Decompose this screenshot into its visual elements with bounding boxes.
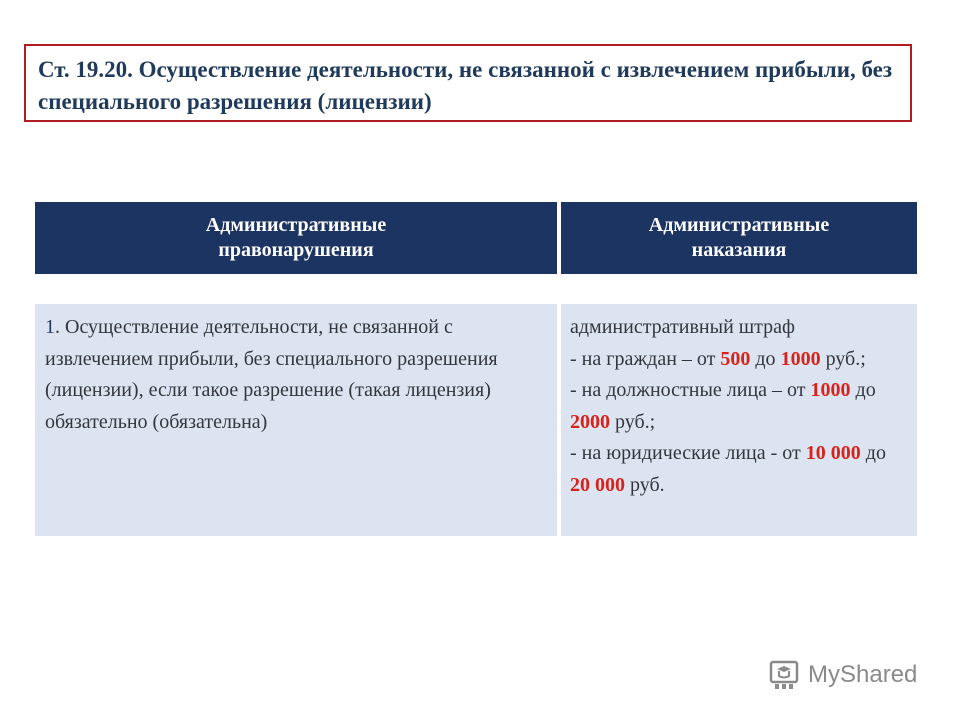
penalty-citizens <box>570 344 909 376</box>
header-penalties-line2: наказания <box>691 239 787 261</box>
penalty-officials-min: 1000 <box>810 379 851 401</box>
penalty-officials-suffix: руб.; <box>610 410 656 433</box>
penalty-officials-max: 2000 <box>570 410 610 433</box>
penalty-legal-min: 10 000 <box>805 442 861 464</box>
article-title: Осуществление деятельности, не связанной с извлечением прибыли, без специального разрешения (лицензии) <box>38 57 893 114</box>
offense-cell <box>35 304 557 536</box>
header-penalties <box>561 202 917 274</box>
penalty-legal-mid: до <box>860 442 886 464</box>
offense-text: . Осуществление деятельности, не связанной с извлечением прибыли, без специального разрешения (лицензии), если такое разрешение (такая лицензия) обязательно (обязательна) <box>45 316 498 433</box>
penalty-officials <box>570 375 909 438</box>
penalty-legal-entities <box>570 438 909 501</box>
penalty-citizens-prefix: - на граждан – от <box>570 347 721 370</box>
watermark-text: MyShared <box>808 661 918 688</box>
penalty-citizens-min: 500 <box>720 347 751 370</box>
penalty-citizens-suffix: руб.; <box>820 347 866 370</box>
penalty-legal-suffix: руб. <box>625 473 665 496</box>
header-offenses-line1: Административные <box>205 214 387 236</box>
offense-number: 1 <box>45 316 55 338</box>
penalty-legal-prefix: - на юридические лица - от <box>570 442 806 464</box>
article-number: Ст. 19.20. <box>38 57 133 82</box>
penalty-type: административный штраф <box>570 316 795 338</box>
mortarboard-logo-icon <box>768 658 802 692</box>
penalty-citizens-mid: до <box>750 347 781 370</box>
penalty-citizens-max: 1000 <box>780 347 821 370</box>
slide-title <box>24 44 912 122</box>
watermark <box>768 658 917 692</box>
header-penalties-line1: Административные <box>648 214 830 236</box>
penalty-officials-prefix: - на должностные лица – от <box>570 379 811 401</box>
header-offenses <box>35 202 557 274</box>
penalty-legal-max: 20 000 <box>570 473 625 496</box>
penalty-officials-mid: до <box>850 379 876 401</box>
penalty-cell <box>561 304 917 536</box>
header-offenses-line2: правонарушения <box>218 239 374 261</box>
